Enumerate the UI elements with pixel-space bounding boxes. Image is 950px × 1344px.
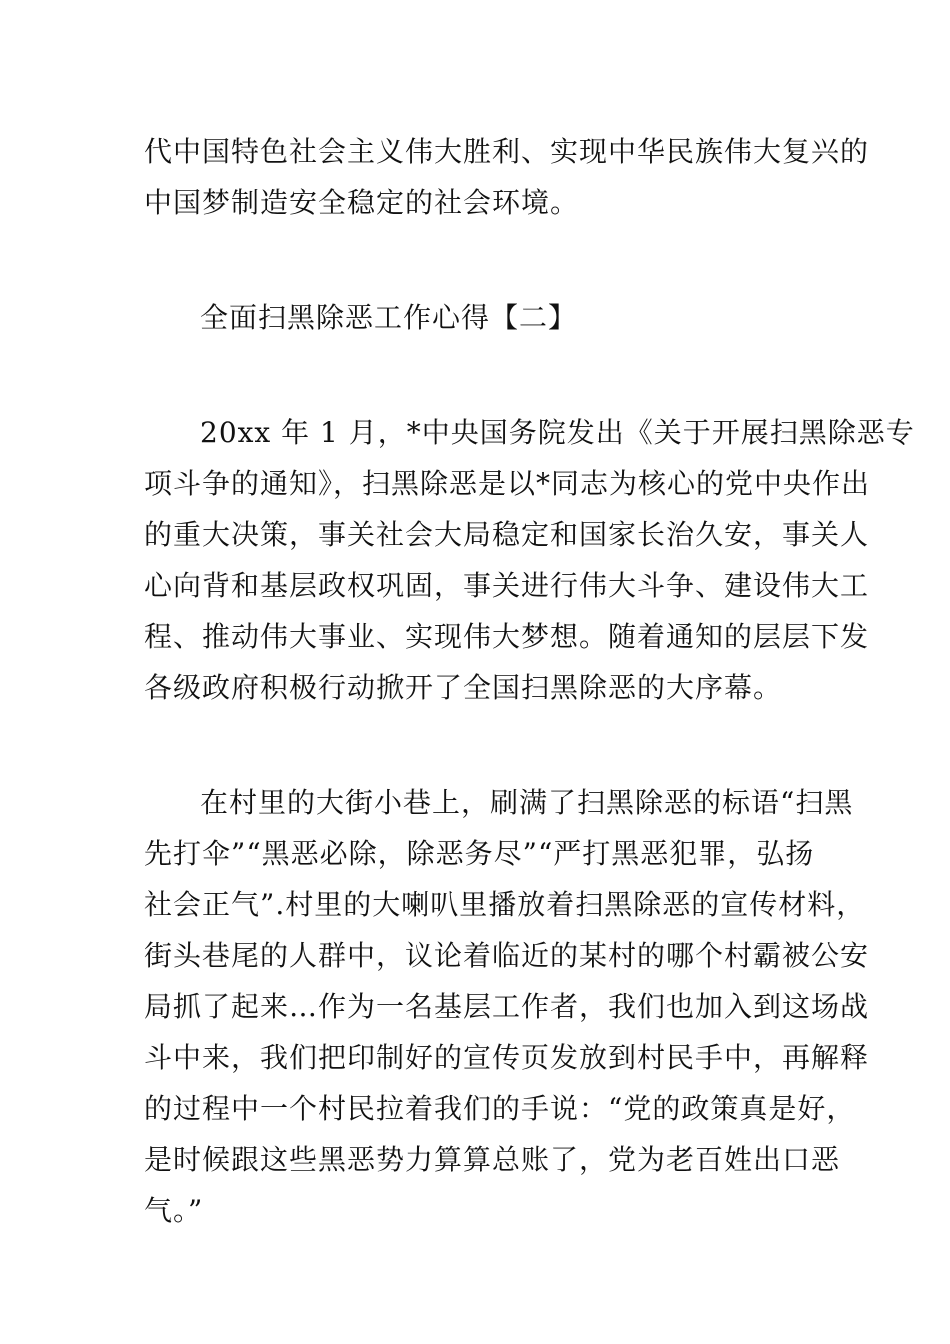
text-line: 是时候跟这些黑恶势力算算总账了，党为老百姓出口恶: [144, 1143, 841, 1176]
paragraph-notice: [144, 407, 915, 713]
paragraph-continuation: [144, 126, 870, 228]
heading-text: 全面扫黑除恶工作心得【二】: [200, 301, 578, 334]
text-line: 气。”: [144, 1194, 204, 1227]
text-line: 斗中来，我们把印制好的宣传页发放到村民手中，再解释: [144, 1041, 870, 1074]
text-line: 20xx 年 1 月，*中央国务院发出《关于开展扫黑除恶专: [200, 416, 915, 449]
text-line: 的重大决策，事关社会大局稳定和国家长治久安，事关人: [144, 518, 870, 551]
text-line: 中国梦制造安全稳定的社会环境。: [144, 186, 580, 219]
text-line: 的过程中一个村民拉着我们的手说：“党的政策真是好，: [144, 1092, 856, 1125]
paragraph-gap: [144, 343, 808, 407]
text-line: 项斗争的通知》，扫黑除恶是以*同志为核心的党中央作出: [144, 467, 871, 500]
text-line: 局抓了起来…作为一名基层工作者，我们也加入到这场战: [144, 990, 870, 1023]
text-line: 在村里的大街小巷上，刷满了扫黑除恶的标语“扫黑: [200, 786, 854, 819]
text-line: 代中国特色社会主义伟大胜利、实现中华民族伟大复兴的: [144, 135, 870, 168]
text-line: 程、推动伟大事业、实现伟大梦想。随着通知的层层下发: [144, 620, 870, 653]
text-line: 先打伞”“黑恶必除，除恶务尽”“严打黑恶犯罪，弘扬: [144, 837, 815, 870]
text-line: 街头巷尾的人群中，议论着临近的某村的哪个村霸被公安: [144, 939, 870, 972]
paragraph-village: [144, 777, 870, 1236]
text-line: 社会正气”.村里的大喇叭里播放着扫黑除恶的宣传材料，: [144, 888, 866, 921]
section-heading: [144, 292, 808, 343]
paragraph-gap: [144, 228, 808, 292]
text-line: 心向背和基层政权巩固，事关进行伟大斗争、建设伟大工: [144, 569, 870, 602]
paragraph-gap: [144, 713, 808, 777]
document-page: [144, 126, 915, 1236]
text-line: 各级政府积极行动掀开了全国扫黑除恶的大序幕。: [144, 671, 783, 704]
